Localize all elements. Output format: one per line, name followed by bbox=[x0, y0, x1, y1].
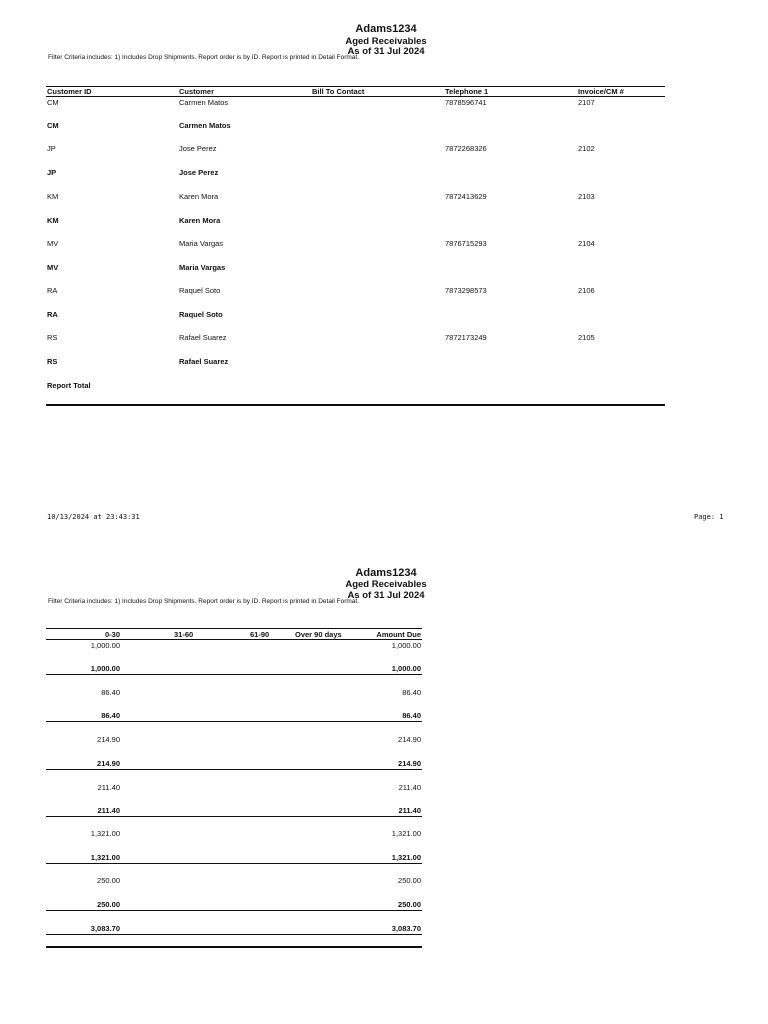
telephone: 7876715293 bbox=[445, 239, 487, 248]
col-header-over-90: Over 90 days bbox=[295, 630, 342, 639]
col-header-61-90: 61-90 bbox=[250, 630, 270, 639]
customer-name: Raquel Soto bbox=[179, 286, 221, 295]
total-rule-2 bbox=[46, 946, 422, 948]
customer-name: Jose Perez bbox=[179, 144, 217, 153]
filter-criteria-2: Filter Criteria includes: 1) Includes Drop Shipments. Report order is by ID. Report is printed in Detail Format. bbox=[48, 598, 360, 605]
row-rule bbox=[46, 721, 422, 722]
aging-0-30: 211.40 bbox=[97, 783, 120, 792]
amount-due: 86.40 bbox=[402, 711, 421, 720]
amount-due: 1,000.00 bbox=[391, 641, 421, 650]
amount-due: 214.90 bbox=[398, 759, 421, 768]
report-title: Aged Receivables bbox=[345, 36, 427, 47]
total-0-30: 3,083.70 bbox=[90, 924, 120, 933]
aging-header-top-rule bbox=[46, 628, 422, 629]
aging-0-30: 1,000.00 bbox=[90, 664, 120, 673]
customer-id: RA bbox=[47, 310, 58, 319]
aging-0-30: 211.40 bbox=[97, 806, 120, 815]
amount-due: 1,321.00 bbox=[391, 829, 421, 838]
customer-name: Jose Perez bbox=[179, 168, 219, 177]
row-rule bbox=[46, 910, 422, 911]
aging-0-30: 214.90 bbox=[97, 759, 120, 768]
customer-id: RS bbox=[47, 357, 58, 366]
telephone: 7872268326 bbox=[445, 144, 487, 153]
customer-name: Maria Vargas bbox=[179, 263, 226, 272]
customer-id: KM bbox=[47, 192, 59, 201]
amount-due: 250.00 bbox=[398, 876, 421, 885]
customer-name: Carmen Matos bbox=[179, 121, 231, 130]
telephone: 7878596741 bbox=[445, 98, 487, 107]
total-amount-due: 3,083.70 bbox=[391, 924, 421, 933]
aging-0-30: 250.00 bbox=[97, 900, 120, 909]
report-as-of: As of 31 Jul 2024 bbox=[347, 46, 425, 57]
amount-due: 211.40 bbox=[398, 806, 421, 815]
company-name: Adams1234 bbox=[355, 23, 417, 35]
customer-id: CM bbox=[47, 98, 59, 107]
report-total-label: Report Total bbox=[47, 381, 91, 390]
customer-id: RS bbox=[47, 333, 58, 342]
company-name-2: Adams1234 bbox=[355, 567, 417, 579]
invoice-number: 2102 bbox=[578, 144, 595, 153]
amount-due: 214.90 bbox=[398, 735, 421, 744]
aging-header-bottom-rule bbox=[46, 639, 422, 640]
customer-name: Karen Mora bbox=[179, 192, 219, 201]
aging-0-30: 1,000.00 bbox=[90, 641, 120, 650]
customer-id: RA bbox=[47, 286, 58, 295]
telephone: 7872173249 bbox=[445, 333, 487, 342]
customer-id: MV bbox=[47, 263, 59, 272]
amount-due: 86.40 bbox=[402, 688, 421, 697]
amount-due: 250.00 bbox=[398, 900, 421, 909]
customer-name: Maria Vargas bbox=[179, 239, 224, 248]
col-header-0-30: 0-30 bbox=[104, 630, 120, 639]
customer-name: Karen Mora bbox=[179, 216, 221, 225]
aging-0-30: 250.00 bbox=[97, 876, 120, 885]
row-rule bbox=[46, 816, 422, 817]
print-datetime: 10/13/2024 at 23:43:31 bbox=[47, 513, 140, 521]
row-rule bbox=[46, 769, 422, 770]
total-rule-1 bbox=[46, 934, 422, 935]
header-bottom-rule bbox=[46, 96, 665, 97]
customer-name: Rafael Suarez bbox=[179, 357, 229, 366]
customer-id: MV bbox=[47, 239, 59, 248]
invoice-number: 2107 bbox=[578, 98, 595, 107]
customer-id: CM bbox=[47, 121, 59, 130]
customer-id: KM bbox=[47, 216, 59, 225]
telephone: 7872413629 bbox=[445, 192, 487, 201]
col-header-telephone: Telephone 1 bbox=[445, 87, 489, 96]
customer-name: Carmen Matos bbox=[179, 98, 229, 107]
filter-criteria: Filter Criteria includes: 1) Includes Drop Shipments. Report order is by ID. Report is printed in Detail Format. bbox=[48, 54, 360, 61]
customer-name: Rafael Suarez bbox=[179, 333, 227, 342]
customer-id: JP bbox=[47, 144, 56, 153]
report-as-of-2: As of 31 Jul 2024 bbox=[347, 590, 425, 601]
report-total-rule bbox=[46, 404, 665, 406]
page-number: Page: 1 bbox=[694, 513, 724, 521]
aging-0-30: 1,321.00 bbox=[90, 853, 120, 862]
report-title-2: Aged Receivables bbox=[345, 579, 427, 590]
col-header-amount-due: Amount Due bbox=[376, 630, 421, 639]
amount-due: 1,000.00 bbox=[391, 664, 421, 673]
col-header-customer: Customer bbox=[179, 87, 215, 96]
invoice-number: 2106 bbox=[578, 286, 595, 295]
invoice-number: 2104 bbox=[578, 239, 595, 248]
col-header-bill-to-contact: Bill To Contact bbox=[312, 87, 365, 96]
col-header-invoice: Invoice/CM # bbox=[578, 87, 624, 96]
invoice-number: 2105 bbox=[578, 333, 595, 342]
aging-0-30: 1,321.00 bbox=[90, 829, 120, 838]
row-rule bbox=[46, 863, 422, 864]
aging-0-30: 214.90 bbox=[97, 735, 120, 744]
col-header-customer-id: Customer ID bbox=[47, 87, 92, 96]
amount-due: 211.40 bbox=[398, 783, 421, 792]
amount-due: 1,321.00 bbox=[391, 853, 421, 862]
row-rule bbox=[46, 674, 422, 675]
customer-name: Raquel Soto bbox=[179, 310, 223, 319]
telephone: 7873298573 bbox=[445, 286, 487, 295]
aging-0-30: 86.40 bbox=[101, 688, 120, 697]
invoice-number: 2103 bbox=[578, 192, 595, 201]
aging-0-30: 86.40 bbox=[101, 711, 120, 720]
col-header-31-60: 31-60 bbox=[174, 630, 194, 639]
customer-id: JP bbox=[47, 168, 57, 177]
